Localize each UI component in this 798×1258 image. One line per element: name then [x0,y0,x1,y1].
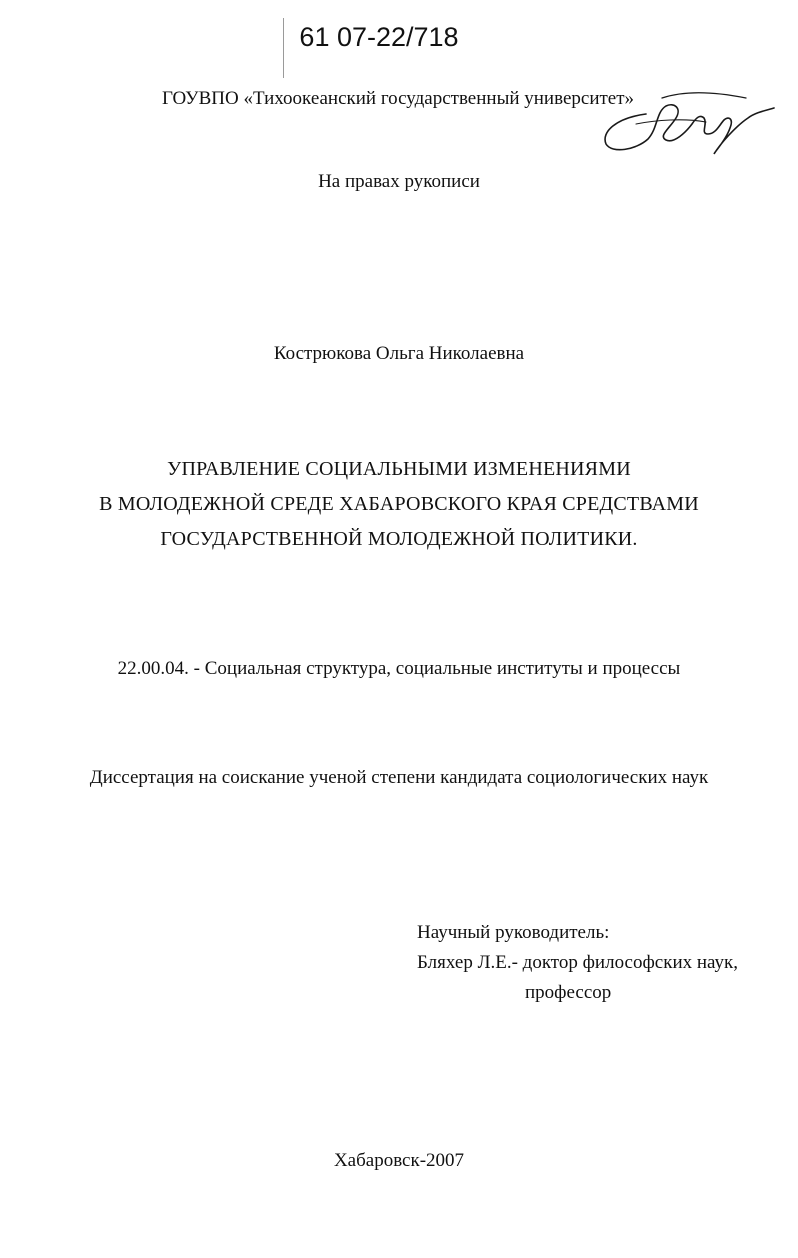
manuscript-note: На правах рукописи [318,171,480,192]
handwritten-signature [596,84,776,164]
city-year: Хабаровск-2007 [333,1150,465,1171]
author-name: Кострюкова Ольга Николаевна [273,343,525,364]
title-line: УПРАВЛЕНИЕ СОЦИАЛЬНЫМИ ИЗМЕНЕНИЯМИ [167,458,631,480]
title-line: В МОЛОДЕЖНОЙ СРЕДЕ ХАБАРОВСКОГО КРАЯ СРЕДСТВАМИ [99,493,699,515]
stamp-number: 61 07-22/718 [299,22,459,52]
title-line: ГОСУДАРСТВЕННОЙ МОЛОДЕЖНОЙ ПОЛИТИКИ. [160,528,638,550]
dissertation-title [0,452,798,557]
supervisor-label: Научный руководитель: [417,922,610,943]
supervisor-block [417,918,738,1008]
degree-statement: Диссертация на соискание ученой степени кандидата социологических наук [89,767,709,788]
specialty-code: 22.00.04. - Социальная структура, социальные институты и процессы [117,658,681,679]
university-name: ГОУВПО «Тихоокеанский государственный университет» [162,88,635,109]
supervisor-rank: профессор [525,982,612,1003]
supervisor-name: Бляхер Л.Е.- доктор философских наук, [417,952,738,973]
